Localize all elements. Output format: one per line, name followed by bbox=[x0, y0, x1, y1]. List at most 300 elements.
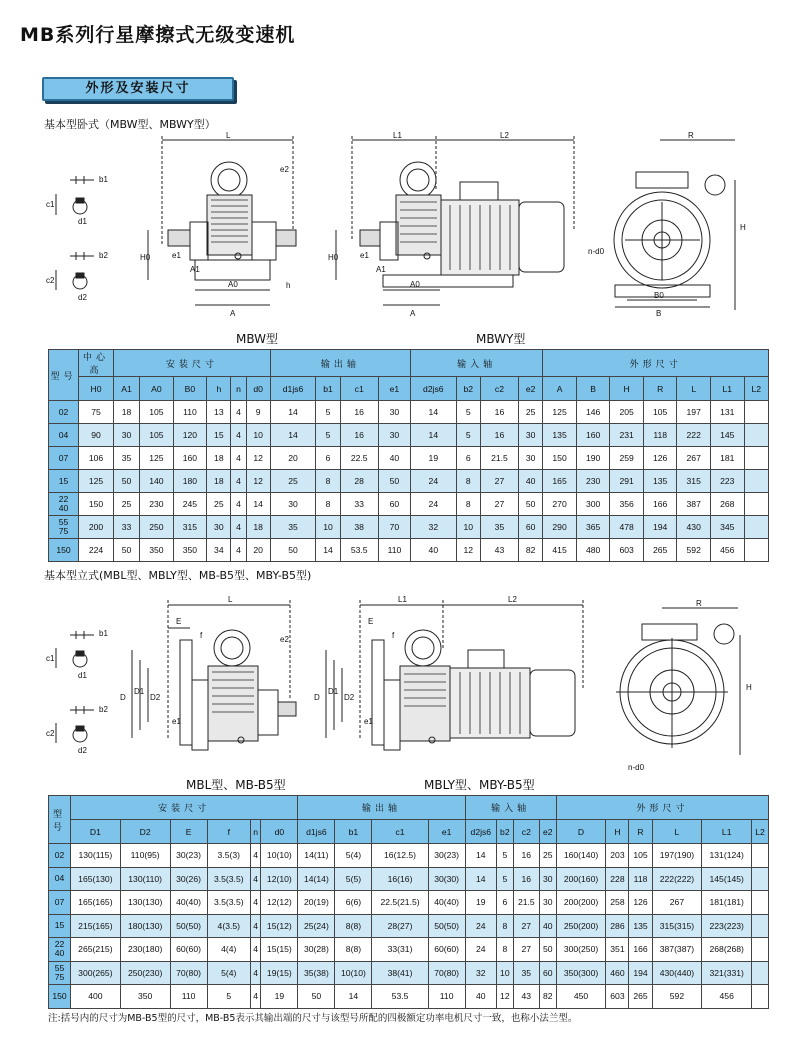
table-cell: 30 bbox=[114, 424, 140, 447]
shaft-key-detail-2 bbox=[56, 252, 94, 290]
table-cell: 200 bbox=[79, 516, 114, 539]
v-label-f: f bbox=[200, 631, 203, 640]
table-cell: 194 bbox=[629, 961, 652, 985]
table-cell: 3.5(3) bbox=[207, 844, 250, 868]
table-cell: 165(165) bbox=[71, 891, 121, 915]
table-cell: 30 bbox=[519, 424, 543, 447]
model-cell: 02 bbox=[49, 844, 71, 868]
label-e1-2: e1 bbox=[360, 251, 369, 260]
table-cell: 267 bbox=[652, 891, 702, 915]
table-cell: 16(16) bbox=[372, 867, 428, 891]
label-L1: L1 bbox=[393, 131, 402, 140]
table-cell: 10 bbox=[316, 516, 340, 539]
table-cell bbox=[744, 539, 769, 562]
t2-col-header: d0 bbox=[261, 820, 298, 844]
table-cell bbox=[752, 891, 769, 915]
table-cell: 25 bbox=[114, 493, 140, 516]
table-cell: 5 bbox=[316, 424, 340, 447]
table-cell: 150 bbox=[543, 447, 577, 470]
table-cell: 19 bbox=[411, 447, 457, 470]
table-cell: 290 bbox=[543, 516, 577, 539]
table-row bbox=[49, 493, 769, 516]
table-cell: 350(300) bbox=[556, 961, 606, 985]
table-cell: 32 bbox=[411, 516, 457, 539]
table-cell: 60(60) bbox=[170, 938, 207, 962]
t2-col-header: R bbox=[629, 820, 652, 844]
table-cell: 135 bbox=[643, 470, 677, 493]
caption-mbl: MBL型、MB-B5型 bbox=[186, 778, 286, 792]
table-cell: 106 bbox=[79, 447, 114, 470]
table-cell: 450 bbox=[556, 985, 606, 1009]
v-label-b1: b1 bbox=[99, 629, 108, 638]
v-group-header-outline: 外形尺寸 bbox=[556, 796, 768, 820]
caption-mbly: MBLY型、MBY-B5型 bbox=[424, 778, 535, 792]
table-cell: 28 bbox=[340, 470, 378, 493]
table-cell: 224 bbox=[79, 539, 114, 562]
table-cell: 25 bbox=[207, 493, 231, 516]
table-cell: 24 bbox=[465, 938, 496, 962]
table-cell: 12(10) bbox=[261, 867, 298, 891]
table-cell: 356 bbox=[610, 493, 644, 516]
table-cell: 4 bbox=[231, 447, 246, 470]
table-cell: 10 bbox=[456, 516, 480, 539]
table-cell: 40 bbox=[539, 914, 556, 938]
table-cell bbox=[752, 914, 769, 938]
footnote: 注:括号内的尺寸为MB-B5型的尺寸，MB-B5表示其输出端的尺寸与该型号所配的四极额定功率电机尺寸一致，也称小法兰型。 bbox=[48, 1013, 578, 1024]
table-cell: 10(10) bbox=[335, 961, 372, 985]
table-cell: 12 bbox=[246, 470, 270, 493]
table-cell: 35 bbox=[480, 516, 518, 539]
table-cell: 14(14) bbox=[298, 867, 335, 891]
table-cell: 30 bbox=[270, 493, 316, 516]
table-cell: 135 bbox=[629, 914, 652, 938]
table-row bbox=[49, 401, 769, 424]
table-cell: 166 bbox=[629, 938, 652, 962]
table-cell: 8(8) bbox=[335, 938, 372, 962]
table-cell: 259 bbox=[610, 447, 644, 470]
table-cell: 197(190) bbox=[652, 844, 702, 868]
model-cell: 02 bbox=[49, 401, 79, 424]
label-b2: b2 bbox=[99, 251, 108, 260]
v-label-R: R bbox=[696, 599, 702, 608]
section-tag: 外形及安装尺寸 bbox=[42, 77, 234, 101]
label-B0: B0 bbox=[654, 291, 664, 300]
table-cell: 4 bbox=[231, 470, 246, 493]
table-cell: 230 bbox=[140, 493, 174, 516]
table-row bbox=[49, 961, 769, 985]
v-label-c2: c2 bbox=[46, 729, 55, 738]
table-row bbox=[49, 539, 769, 562]
table-cell: 130(130) bbox=[120, 891, 170, 915]
table-cell: 35(38) bbox=[298, 961, 335, 985]
v-label-c1: c1 bbox=[46, 654, 55, 663]
table-cell: 5(5) bbox=[335, 867, 372, 891]
table-cell: 205 bbox=[610, 401, 644, 424]
t1-col-header: B0 bbox=[173, 377, 207, 401]
v-label-D1-2: D1 bbox=[328, 687, 339, 696]
table-cell: 75 bbox=[79, 401, 114, 424]
table-cell: 110 bbox=[428, 985, 465, 1009]
table-cell: 165(130) bbox=[71, 867, 121, 891]
v-group-header-install: 安装尺寸 bbox=[71, 796, 298, 820]
page-title: MB系列行星摩擦式无级变速机 bbox=[20, 24, 296, 46]
table-cell: 230(180) bbox=[120, 938, 170, 962]
table-cell: 478 bbox=[610, 516, 644, 539]
v-label-d1: d1 bbox=[78, 671, 87, 680]
model-cell: 55 75 bbox=[49, 961, 71, 985]
shaft-key-detail-3 bbox=[56, 631, 94, 668]
t2-col-header: b1 bbox=[335, 820, 372, 844]
table-cell: 40 bbox=[411, 539, 457, 562]
table-cell: 13 bbox=[207, 401, 231, 424]
table-cell: 9 bbox=[246, 401, 270, 424]
table-cell: 415 bbox=[543, 539, 577, 562]
v-label-nd0: n-d0 bbox=[628, 763, 645, 772]
table-cell: 4 bbox=[250, 961, 260, 985]
table-cell: 8 bbox=[496, 938, 513, 962]
table-cell: 125 bbox=[79, 470, 114, 493]
caption-mbw: MBW型 bbox=[236, 332, 279, 346]
table-cell: 215(165) bbox=[71, 914, 121, 938]
table-cell: 300 bbox=[576, 493, 610, 516]
table-cell: 456 bbox=[702, 985, 752, 1009]
table-cell: 4 bbox=[231, 516, 246, 539]
table-cell: 27 bbox=[480, 470, 518, 493]
v-label-e2: e2 bbox=[280, 635, 289, 644]
label-L2: L2 bbox=[500, 131, 509, 140]
table-cell: 70(80) bbox=[428, 961, 465, 985]
v-label-e1-2: e1 bbox=[364, 717, 373, 726]
table-cell: 5(4) bbox=[207, 961, 250, 985]
table-cell: 32 bbox=[465, 961, 496, 985]
table-cell: 40 bbox=[519, 470, 543, 493]
t2-col-header: e1 bbox=[428, 820, 465, 844]
horizontal-spec-table bbox=[48, 349, 769, 562]
table-cell: 165 bbox=[543, 470, 577, 493]
model-cell: 07 bbox=[49, 447, 79, 470]
table-cell bbox=[752, 985, 769, 1009]
table-cell: 5 bbox=[456, 401, 480, 424]
table-cell: 38 bbox=[340, 516, 378, 539]
table-cell: 16 bbox=[513, 867, 539, 891]
mbwy-drawing bbox=[336, 136, 574, 305]
model-header: 型号 bbox=[49, 350, 79, 401]
t1-col-header: c1 bbox=[340, 377, 378, 401]
table-cell: 3.5(3.5) bbox=[207, 891, 250, 915]
v-label-L2: L2 bbox=[508, 595, 517, 604]
t2-col-header: f bbox=[207, 820, 250, 844]
table-cell: 60(60) bbox=[428, 938, 465, 962]
table-cell: 480 bbox=[576, 539, 610, 562]
table-cell: 135 bbox=[543, 424, 577, 447]
table-cell: 350 bbox=[173, 539, 207, 562]
table-cell: 19 bbox=[465, 891, 496, 915]
table-cell: 267 bbox=[677, 447, 711, 470]
table-cell: 12(12) bbox=[261, 891, 298, 915]
table-cell: 82 bbox=[539, 985, 556, 1009]
table-cell: 4(4) bbox=[207, 938, 250, 962]
v-label-D-2: D bbox=[314, 693, 320, 702]
table-cell: 50 bbox=[378, 470, 410, 493]
label-d2: d2 bbox=[78, 293, 87, 302]
v-label-b2: b2 bbox=[99, 705, 108, 714]
table-cell: 126 bbox=[643, 447, 677, 470]
label-nd0: n-d0 bbox=[588, 247, 605, 256]
table-cell: 35 bbox=[513, 961, 539, 985]
table-cell: 105 bbox=[643, 401, 677, 424]
table-cell: 131 bbox=[710, 401, 744, 424]
table-cell bbox=[752, 938, 769, 962]
table-cell: 110 bbox=[170, 985, 207, 1009]
table-cell: 321(331) bbox=[702, 961, 752, 985]
table-row bbox=[49, 891, 769, 915]
table-cell: 25 bbox=[270, 470, 316, 493]
v-model-header: 型号 bbox=[49, 796, 71, 844]
table-cell: 315 bbox=[677, 470, 711, 493]
table-cell: 30(23) bbox=[170, 844, 207, 868]
table-cell: 228 bbox=[606, 867, 629, 891]
table-cell: 16 bbox=[340, 401, 378, 424]
table-cell: 6 bbox=[316, 447, 340, 470]
label-b1: b1 bbox=[99, 175, 108, 184]
horizontal-subtitle: 基本型卧式（MBW型、MBWY型） bbox=[44, 118, 216, 131]
table-cell: 592 bbox=[652, 985, 702, 1009]
table-cell: 6(6) bbox=[335, 891, 372, 915]
table-cell: 14(11) bbox=[298, 844, 335, 868]
table-cell: 4 bbox=[231, 539, 246, 562]
mbly-drawing bbox=[326, 600, 583, 750]
table-cell: 456 bbox=[710, 539, 744, 562]
group-header-input: 输入轴 bbox=[411, 350, 543, 377]
table-cell: 603 bbox=[610, 539, 644, 562]
table-cell: 105 bbox=[140, 401, 174, 424]
t1-col-header: A bbox=[543, 377, 577, 401]
v-label-H: H bbox=[746, 683, 752, 692]
table-cell: 223 bbox=[710, 470, 744, 493]
table-cell: 8 bbox=[456, 470, 480, 493]
table-cell: 160 bbox=[576, 424, 610, 447]
table-cell: 43 bbox=[513, 985, 539, 1009]
center-height-header: 中心高 bbox=[79, 350, 114, 377]
table-cell: 105 bbox=[140, 424, 174, 447]
table-cell: 16 bbox=[480, 401, 518, 424]
table-cell: 50 bbox=[519, 493, 543, 516]
vertical-drawings bbox=[0, 590, 805, 790]
t2-col-header: c2 bbox=[513, 820, 539, 844]
table-cell: 30 bbox=[539, 891, 556, 915]
table-cell: 38(41) bbox=[372, 961, 428, 985]
table-cell: 265 bbox=[643, 539, 677, 562]
table-cell: 4 bbox=[250, 844, 260, 868]
table-cell: 60 bbox=[539, 961, 556, 985]
table-cell: 14 bbox=[411, 424, 457, 447]
table-cell: 222 bbox=[677, 424, 711, 447]
table-cell bbox=[752, 867, 769, 891]
end-view-drawing bbox=[614, 140, 735, 310]
vertical-end-view-drawing bbox=[616, 608, 740, 755]
table-cell: 265 bbox=[629, 985, 652, 1009]
model-cell: 150 bbox=[49, 985, 71, 1009]
vertical-spec-table bbox=[48, 795, 769, 1009]
t2-col-header: b2 bbox=[496, 820, 513, 844]
label-A0: A0 bbox=[228, 280, 238, 289]
table-cell: 40 bbox=[465, 985, 496, 1009]
table-cell: 19 bbox=[261, 985, 298, 1009]
table-cell: 4(3.5) bbox=[207, 914, 250, 938]
table-cell: 270 bbox=[543, 493, 577, 516]
t1-col-header: b1 bbox=[316, 377, 340, 401]
table-cell: 4 bbox=[231, 401, 246, 424]
table-cell: 90 bbox=[79, 424, 114, 447]
table-cell: 12 bbox=[456, 539, 480, 562]
label-h: h bbox=[286, 281, 291, 290]
table-cell: 250(230) bbox=[120, 961, 170, 985]
table-cell: 125 bbox=[543, 401, 577, 424]
table-cell: 365 bbox=[576, 516, 610, 539]
table-cell: 14 bbox=[246, 493, 270, 516]
table-cell: 33 bbox=[114, 516, 140, 539]
table-row bbox=[49, 516, 769, 539]
table-row bbox=[49, 844, 769, 868]
table-cell: 27 bbox=[513, 914, 539, 938]
table-cell: 53.5 bbox=[340, 539, 378, 562]
model-cell: 55 75 bbox=[49, 516, 79, 539]
table-cell: 14 bbox=[335, 985, 372, 1009]
table-cell: 8 bbox=[316, 493, 340, 516]
t1-col-header: A1 bbox=[114, 377, 140, 401]
table-cell: 194 bbox=[643, 516, 677, 539]
table-cell: 21.5 bbox=[480, 447, 518, 470]
table-cell: 268(268) bbox=[702, 938, 752, 962]
table-cell: 18 bbox=[207, 470, 231, 493]
group-header-output: 输出轴 bbox=[270, 350, 410, 377]
table-cell: 3.5(3.5) bbox=[207, 867, 250, 891]
table-cell: 22.5 bbox=[340, 447, 378, 470]
shaft-key-detail-1 bbox=[56, 176, 94, 215]
table-cell: 40 bbox=[378, 447, 410, 470]
table-cell bbox=[752, 844, 769, 868]
table-cell: 20 bbox=[270, 447, 316, 470]
table-cell: 14 bbox=[270, 424, 316, 447]
label-R: R bbox=[688, 131, 694, 140]
table-cell: 180 bbox=[173, 470, 207, 493]
table-cell: 43 bbox=[480, 539, 518, 562]
t1-col-header: L2 bbox=[744, 377, 769, 401]
table-cell: 291 bbox=[610, 470, 644, 493]
table-row bbox=[49, 470, 769, 493]
table-row bbox=[49, 867, 769, 891]
table-cell: 5 bbox=[456, 424, 480, 447]
shaft-key-detail-4 bbox=[56, 706, 94, 743]
table-cell: 10 bbox=[496, 961, 513, 985]
t1-col-header: R bbox=[643, 377, 677, 401]
table-cell: 230 bbox=[576, 470, 610, 493]
table-cell: 25 bbox=[539, 844, 556, 868]
table-cell: 8(8) bbox=[335, 914, 372, 938]
table-cell: 5 bbox=[316, 401, 340, 424]
table-cell: 145 bbox=[710, 424, 744, 447]
caption-mbwy: MBWY型 bbox=[476, 332, 526, 346]
table-cell: 15 bbox=[207, 424, 231, 447]
table-cell: 110 bbox=[173, 401, 207, 424]
label-A0-2: A0 bbox=[410, 280, 420, 289]
table-cell: 131(124) bbox=[702, 844, 752, 868]
t1-col-header: H bbox=[610, 377, 644, 401]
table-cell: 250(200) bbox=[556, 914, 606, 938]
table-cell: 24 bbox=[465, 914, 496, 938]
table-cell: 50(50) bbox=[428, 914, 465, 938]
t2-col-header: D bbox=[556, 820, 606, 844]
table-cell bbox=[744, 516, 769, 539]
table-cell bbox=[744, 447, 769, 470]
table-cell: 14 bbox=[270, 401, 316, 424]
v-label-d2: d2 bbox=[78, 746, 87, 755]
table-cell: 126 bbox=[629, 891, 652, 915]
t1-col-header: d0 bbox=[246, 377, 270, 401]
table-cell: 592 bbox=[677, 539, 711, 562]
model-cell: 04 bbox=[49, 424, 79, 447]
table-row bbox=[49, 985, 769, 1009]
table-cell: 5 bbox=[207, 985, 250, 1009]
table-cell: 245 bbox=[173, 493, 207, 516]
table-cell: 30(28) bbox=[298, 938, 335, 962]
table-cell: 50 bbox=[270, 539, 316, 562]
table-cell: 150 bbox=[79, 493, 114, 516]
v-label-E-2: E bbox=[368, 617, 374, 626]
table-cell: 70 bbox=[378, 516, 410, 539]
model-cell: 15 bbox=[49, 914, 71, 938]
table-cell: 27 bbox=[480, 493, 518, 516]
table-cell: 30(30) bbox=[428, 867, 465, 891]
table-cell: 110(95) bbox=[120, 844, 170, 868]
table-cell: 315 bbox=[173, 516, 207, 539]
table-cell: 300(250) bbox=[556, 938, 606, 962]
table-cell: 18 bbox=[246, 516, 270, 539]
table-cell: 181 bbox=[710, 447, 744, 470]
table-cell: 6 bbox=[456, 447, 480, 470]
table-cell: 200(200) bbox=[556, 891, 606, 915]
table-cell: 18 bbox=[207, 447, 231, 470]
table-cell: 160 bbox=[173, 447, 207, 470]
table-cell: 25(24) bbox=[298, 914, 335, 938]
table-cell: 350 bbox=[140, 539, 174, 562]
table-cell: 222(222) bbox=[652, 867, 702, 891]
table-cell: 35 bbox=[270, 516, 316, 539]
label-A1: A1 bbox=[190, 265, 200, 274]
t2-col-header: E bbox=[170, 820, 207, 844]
table-cell: 190 bbox=[576, 447, 610, 470]
label-B: B bbox=[656, 309, 662, 318]
table-cell: 18 bbox=[114, 401, 140, 424]
t1-col-header: e2 bbox=[519, 377, 543, 401]
table-cell: 16(12.5) bbox=[372, 844, 428, 868]
label-e1: e1 bbox=[172, 251, 181, 260]
table-cell: 40(40) bbox=[428, 891, 465, 915]
table-cell: 6 bbox=[496, 891, 513, 915]
v-label-L1: L1 bbox=[398, 595, 407, 604]
table-cell: 60 bbox=[378, 493, 410, 516]
table-cell: 105 bbox=[629, 844, 652, 868]
label-H0-2: H0 bbox=[328, 253, 339, 262]
t2-col-header: e2 bbox=[539, 820, 556, 844]
table-cell: 197 bbox=[677, 401, 711, 424]
v-label-e1: e1 bbox=[172, 717, 181, 726]
table-cell: 15(15) bbox=[261, 938, 298, 962]
group-header-install: 安装尺寸 bbox=[114, 350, 271, 377]
t1-col-header: d2js6 bbox=[411, 377, 457, 401]
v-label-D2: D2 bbox=[150, 693, 161, 702]
table-cell: 130(115) bbox=[71, 844, 121, 868]
